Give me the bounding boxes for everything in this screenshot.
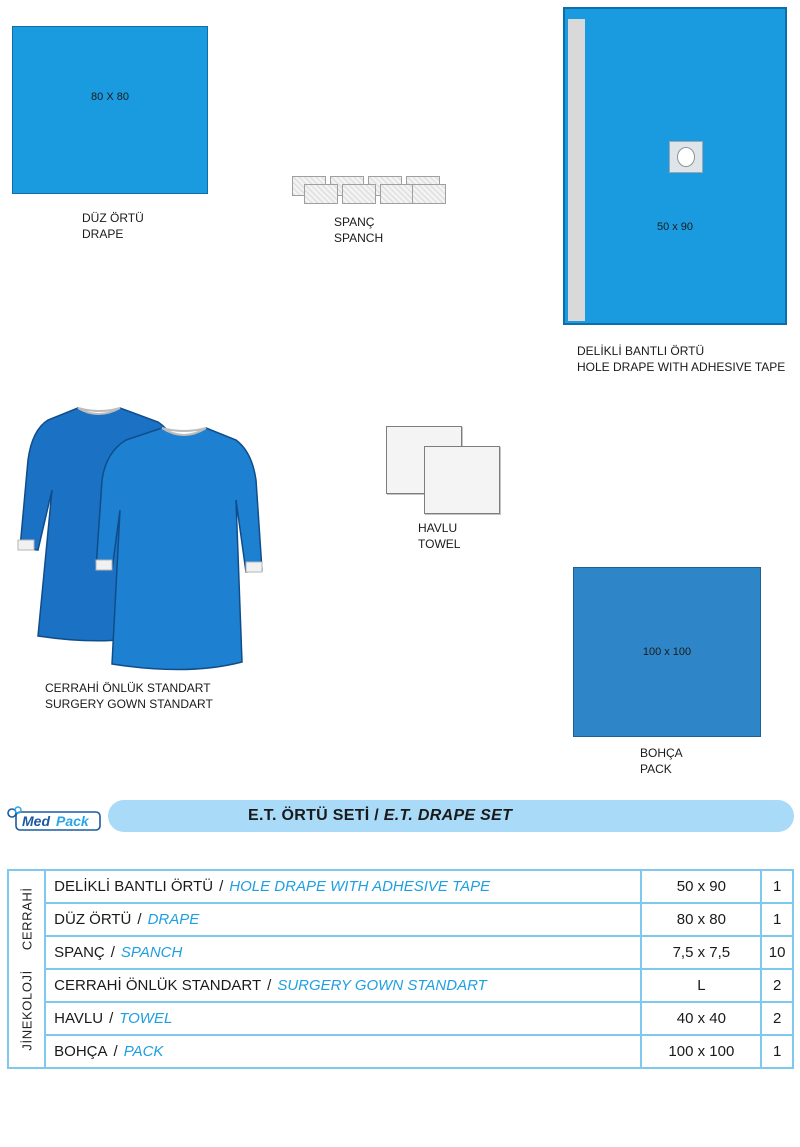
hole-drape-dimension: 50 x 90 xyxy=(656,221,694,233)
item-size: 100 x 100 xyxy=(641,1035,761,1068)
item-name-en: TOWEL xyxy=(119,1010,173,1027)
item-name-sep: / xyxy=(109,1010,114,1027)
item-name-sep: / xyxy=(267,977,272,994)
category-label xyxy=(19,877,34,1060)
drape-illustration xyxy=(12,26,208,194)
item-qty: 1 xyxy=(761,870,793,903)
spanch-illustration xyxy=(292,172,446,206)
item-name-sep: / xyxy=(110,944,115,961)
table-row xyxy=(8,903,793,936)
item-name-cell xyxy=(45,969,641,1002)
table-row xyxy=(8,969,793,1002)
item-name-cell xyxy=(45,1035,641,1068)
towel-front xyxy=(424,446,500,514)
set-title-sep: / xyxy=(369,807,384,824)
item-name-en: DRAPE xyxy=(147,911,200,928)
item-name-tr: CERRAHİ ÖNLÜK STANDART xyxy=(54,977,262,994)
set-title xyxy=(248,807,512,825)
item-name-tr: BOHÇA xyxy=(54,1043,108,1060)
gown-caption xyxy=(45,680,213,712)
drape-hole xyxy=(669,141,703,173)
set-title-tr: E.T. ÖRTÜ SETİ xyxy=(248,807,370,824)
item-name-cell xyxy=(45,870,641,903)
item-name-cell xyxy=(45,936,641,969)
pack-caption-tr: BOHÇA xyxy=(640,746,683,760)
pack-caption xyxy=(640,745,683,777)
spanch-caption-en: SPANCH xyxy=(334,231,384,245)
drape-dimension: 80 X 80 xyxy=(91,91,129,103)
medpack-logo xyxy=(6,806,102,832)
gauze-pad xyxy=(380,184,414,204)
item-name-sep: / xyxy=(219,878,224,895)
category-surgery: CERRAHİ xyxy=(19,887,35,951)
pack-caption-en: PACK xyxy=(640,762,672,776)
table-row xyxy=(8,870,793,903)
table-row xyxy=(8,1002,793,1035)
gauze-pad xyxy=(342,184,376,204)
towel-caption-en: TOWEL xyxy=(418,537,461,551)
category-cell xyxy=(8,870,45,1068)
item-name-cell xyxy=(45,903,641,936)
item-name-en: SURGERY GOWN STANDART xyxy=(277,977,487,994)
item-name-tr: DELİKLİ BANTLI ÖRTÜ xyxy=(54,878,214,895)
spanch-caption xyxy=(334,214,383,246)
item-size: 40 x 40 xyxy=(641,1002,761,1035)
table-row xyxy=(8,936,793,969)
hole-drape-caption-en: HOLE DRAPE WITH ADHESIVE TAPE xyxy=(577,360,786,374)
item-name-cell xyxy=(45,1002,641,1035)
item-size: 50 x 90 xyxy=(641,870,761,903)
item-name-tr: DÜZ ÖRTÜ xyxy=(54,911,132,928)
towel-illustration xyxy=(386,426,502,518)
spanch-caption-tr: SPANÇ xyxy=(334,215,375,229)
set-title-en: E.T. DRAPE SET xyxy=(383,807,513,824)
pack-dimension: 100 x 100 xyxy=(642,646,692,658)
item-name-tr: HAVLU xyxy=(54,1010,104,1027)
logo-text-a: Med xyxy=(22,813,50,829)
item-name-sep: / xyxy=(137,911,142,928)
hole-drape-caption xyxy=(577,343,785,375)
item-name-en: HOLE DRAPE WITH ADHESIVE TAPE xyxy=(229,878,491,895)
item-name-en: PACK xyxy=(123,1043,164,1060)
gown-caption-tr: CERRAHİ ÖNLÜK STANDART xyxy=(45,681,211,695)
item-qty: 10 xyxy=(761,936,793,969)
item-qty: 2 xyxy=(761,1002,793,1035)
set-title-bar xyxy=(108,800,794,832)
hole-drape-caption-tr: DELİKLİ BANTLI ÖRTÜ xyxy=(577,344,705,358)
gown-front xyxy=(96,428,262,670)
item-size: 80 x 80 xyxy=(641,903,761,936)
logo-text-b: Pack xyxy=(56,813,89,829)
gauze-pad xyxy=(412,184,446,204)
category-gynecology: JİNEKOLOJİ xyxy=(19,970,35,1051)
gown-caption-en: SURGERY GOWN STANDART xyxy=(45,697,213,711)
drape-caption xyxy=(82,210,144,242)
adhesive-strip xyxy=(568,19,585,321)
pack-illustration xyxy=(573,567,761,737)
gauze-pad xyxy=(304,184,338,204)
item-qty: 1 xyxy=(761,1035,793,1068)
hole-drape-illustration xyxy=(563,7,787,325)
item-qty: 2 xyxy=(761,969,793,1002)
drape-caption-en: DRAPE xyxy=(82,227,124,241)
towel-caption xyxy=(418,520,460,552)
item-size: 7,5 x 7,5 xyxy=(641,936,761,969)
drape-caption-tr: DÜZ ÖRTÜ xyxy=(82,211,144,225)
contents-table xyxy=(7,869,794,1069)
table-row xyxy=(8,1035,793,1068)
item-name-tr: SPANÇ xyxy=(54,944,105,961)
towel-caption-tr: HAVLU xyxy=(418,521,458,535)
item-qty: 1 xyxy=(761,903,793,936)
item-name-sep: / xyxy=(113,1043,118,1060)
item-name-en: SPANCH xyxy=(120,944,183,961)
item-size: L xyxy=(641,969,761,1002)
surgery-gown-illustration xyxy=(8,400,270,672)
